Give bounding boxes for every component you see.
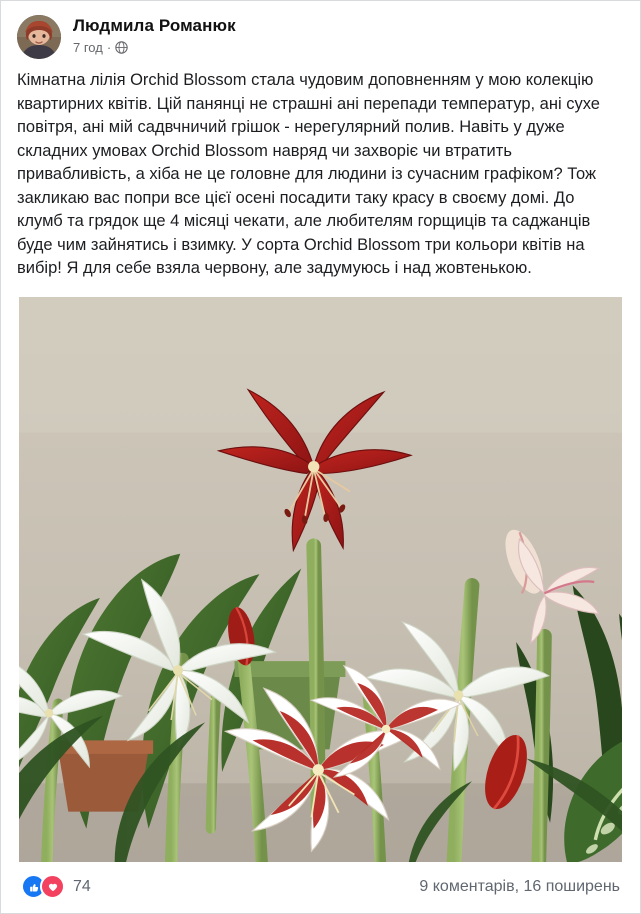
reactions-summary[interactable] — [21, 874, 91, 899]
author-name[interactable]: Людмила Романюк — [73, 16, 236, 35]
post-meta — [73, 40, 236, 55]
heart-icon — [40, 874, 65, 899]
post-photo[interactable] — [19, 297, 622, 863]
post-text: Кімнатна лілія Orchid Blossom стала чудовим доповненням у мою колекцію квартирних квітів. Цій панянці не страшні ані перепади температур, ані сухе повітря, ані мій садвчничий грішок - нерегулярний полив. Навіть у дуже складних умовах Orchid Blossom навряд чи захворіє чи втратить привабливість, а хіба не це головне для людини із сучасним графіком? Тож закликаю вас попри все цієї осені посадити таку красу в своєму домі. До клумб та грядок ще 4 місяці чекати, але любителям горщиців та саджанців буде чим зайнятись і взимку. У сорта Orchid Blossom три кольори квітів на вибір! Я для себе взяла червону, але задумуюсь і над жовтенькою. — [17, 71, 605, 277]
post-header-text — [73, 15, 236, 55]
comments-shares-label[interactable]: 9 коментарів, 16 поширень — [419, 877, 620, 895]
meta-separator: · — [106, 40, 112, 55]
reaction-count: 74 — [73, 877, 91, 895]
post-footer — [1, 862, 640, 913]
reaction-icons — [21, 874, 65, 899]
post-photo-wrapper — [1, 281, 640, 863]
post-header — [1, 1, 640, 65]
post-timestamp[interactable]: 7 год — [73, 40, 103, 55]
avatar[interactable] — [17, 15, 61, 59]
globe-icon[interactable] — [115, 41, 128, 54]
